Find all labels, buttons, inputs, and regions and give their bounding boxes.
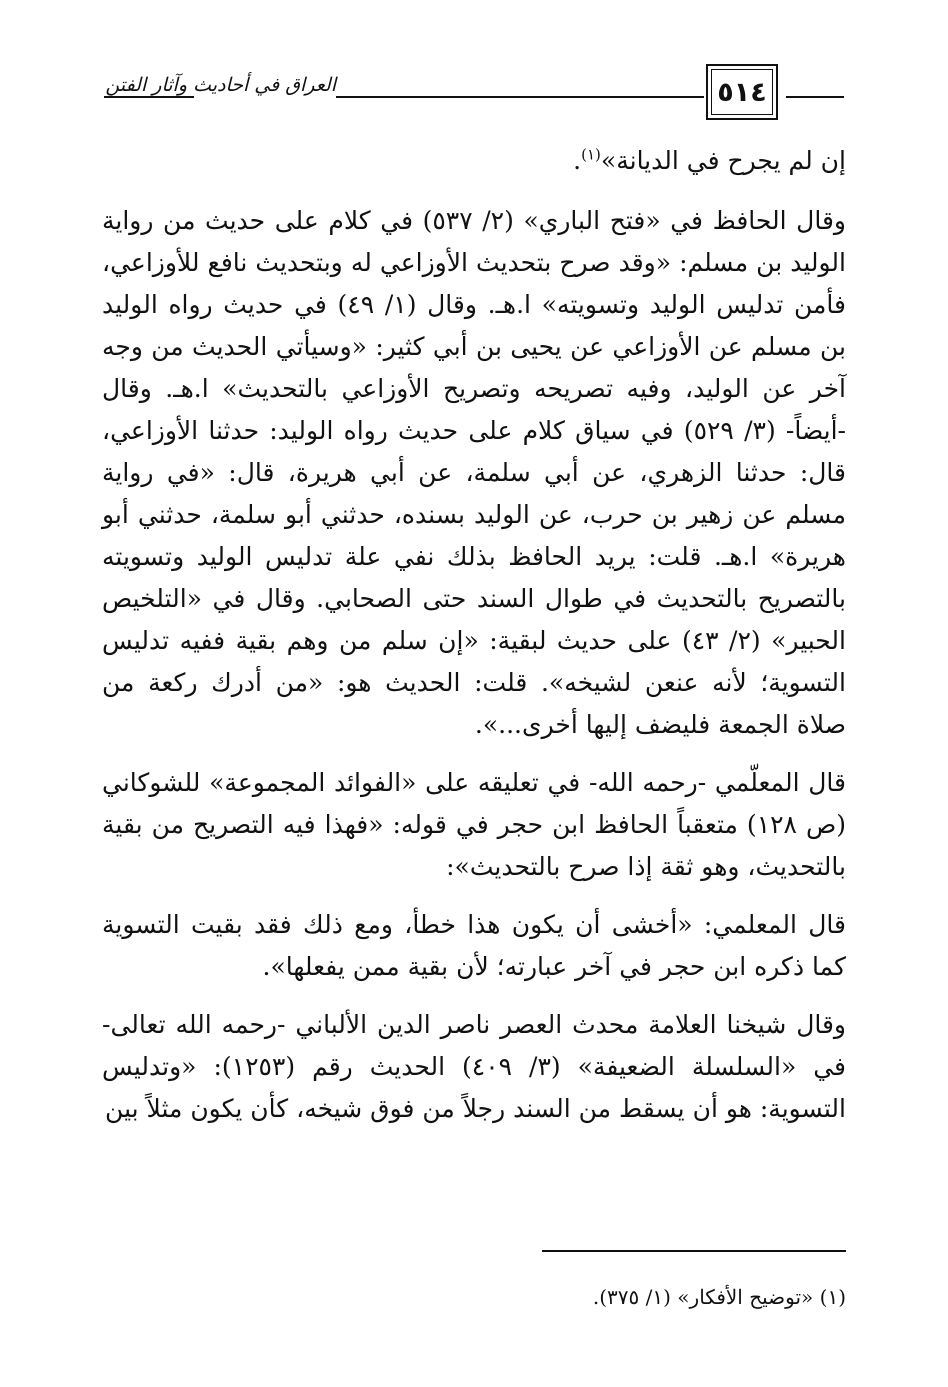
page-number-box	[706, 64, 778, 120]
paragraph-1-period: .	[573, 146, 582, 175]
header-rule-left	[104, 96, 194, 98]
paragraph-1	[102, 140, 846, 182]
header-rule-right	[786, 96, 844, 98]
main-text	[102, 140, 846, 1146]
paragraph-5: وقال شيخنا العلامة محدث العصر ناصر الدين الألباني -رحمه الله تعالى- في «السلسلة الضعيفة» (٣/ ٤٠٩) الحديث رقم (١٢٥٣): «وتدليس التسوية: هو أن يسقط من السند رجلاً من فوق شيخه، كأن يكون مثلاً بين	[102, 1010, 846, 1123]
page-header	[100, 60, 845, 120]
paragraph-2: وقال الحافظ في «فتح الباري» (٢/ ٥٣٧) في كلام على حديث من رواية الوليد بن مسلم: «وقد صرح بتحديث الأوزاعي له وبتحديث نافع للأوزاعي، فأمن تدليس الوليد وتسويته» ا.هـ. وقال (١/ ٤٩) في حديث رواه الوليد بن مسلم عن الأوزاعي عن يحيى بن أبي كثير: «وسيأتي الحديث من وجه آخر عن الوليد، وفيه تصريحه وتصريح الأوزاعي بالتحديث» ا.هـ. وقال -أيضاً- (٣/ ٥٢٩) في سياق كلام على حديث رواه الوليد: حدثنا الأوزاعي، قال: حدثنا الزهري، عن أبي سلمة، عن أبي هريرة، قال: «في رواية مسلم عن زهير بن حرب، عن الوليد بسنده، حدثني أبو سلمة، حدثني أبو هريرة» ا.هـ. قلت: يريد الحافظ بذلك نفي علة تدليس الوليد وتسويته بالتصريح بالتحديث في طوال السند حتى الصحابي. وقال في «التلخيص الحبير» (٢/ ٤٣) على حديث لبقية: «إن سلم من وهم بقية ففيه تدليس التسوية؛ لأنه عنعن لشيخه». قلت: الحديث هو: «من أدرك ركعة من صلاة الجمعة فليضف إليها أخرى...».	[102, 206, 846, 739]
footnote-separator	[542, 1250, 846, 1252]
footnote-ref: (١)	[581, 145, 601, 164]
header-rule-middle	[336, 96, 704, 98]
page-number: ٥١٤	[711, 69, 773, 115]
paragraph-1-text: إن لم يجرح في الديانة»	[600, 146, 846, 175]
running-book-title: العراق في أحاديث وآثار الفتن	[105, 74, 336, 96]
paragraph-4: قال المعلمي: «أخشى أن يكون هذا خطأ، ومع ذلك فقد بقيت التسوية كما ذكره ابن حجر في آخر عبارته؛ لأن بقية ممن يفعلها».	[102, 910, 846, 981]
footnote: (١) «توضيح الأفكار» (١/ ٣٧٥).	[592, 1285, 846, 1309]
paragraph-3: قال المعلّمي -رحمه الله- في تعليقه على «الفوائد المجموعة» للشوكاني (ص ١٢٨) متعقباً الحافظ ابن حجر في قوله: «فهذا فيه التصريح من بقية بالتحديث، وهو ثقة إذا صرح بالتحديث»:	[102, 768, 846, 881]
